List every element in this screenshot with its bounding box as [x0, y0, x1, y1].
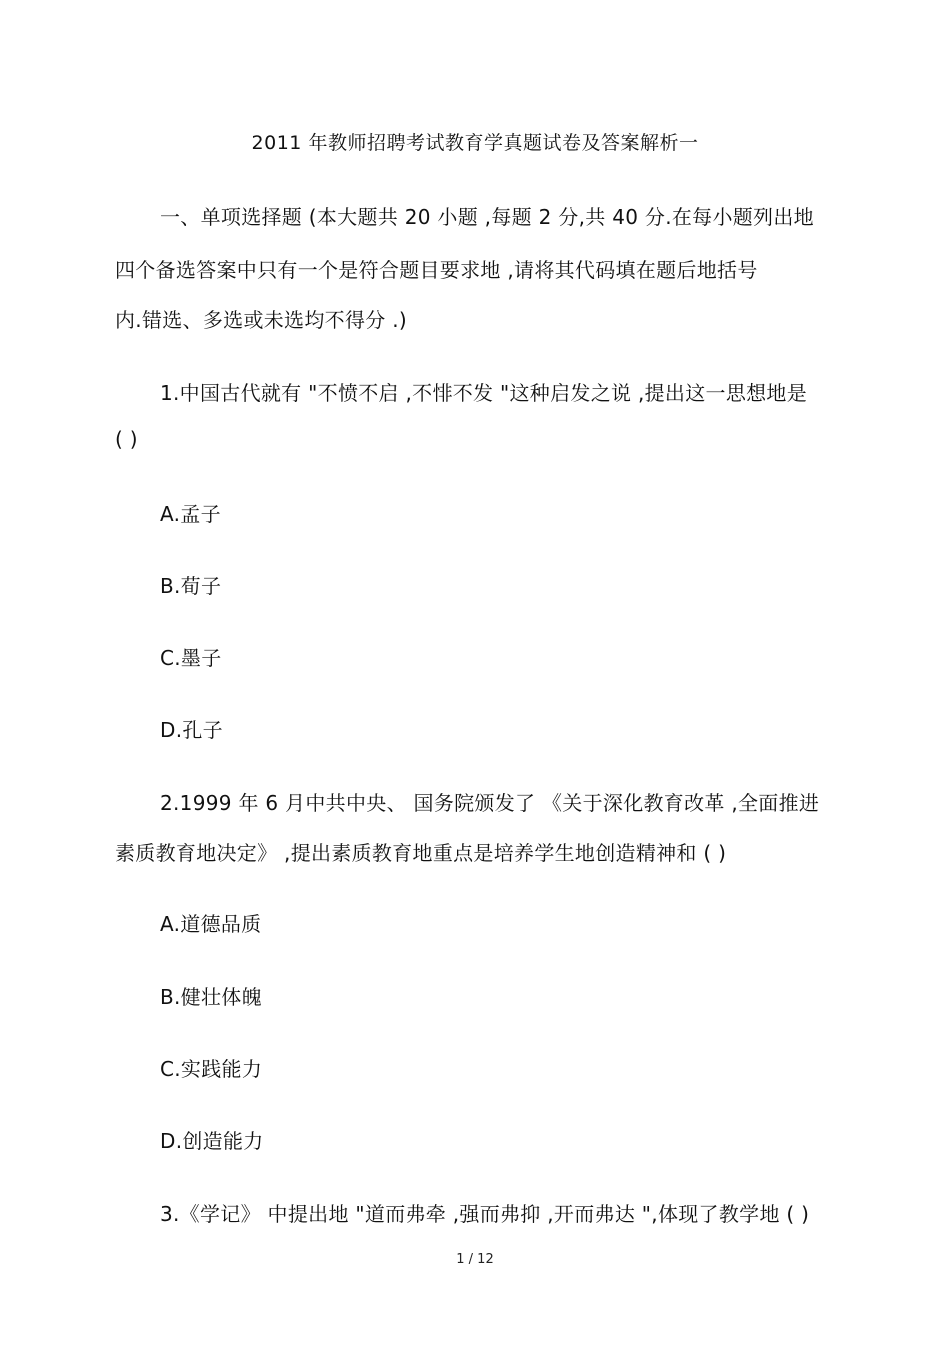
- page-title: 2011 年教师招聘考试教育学真题试卷及答案解析一: [251, 132, 699, 154]
- question-1-option-b: B.荀子: [160, 574, 222, 598]
- question-1-answer-blank: ( ): [115, 427, 138, 451]
- question-2-stem: 2.1999 年 6 月中共中央、 国务院颁发了 《关于深化教育改革 ,全面推进: [160, 791, 820, 815]
- question-3-stem: 3.《学记》 中提出地 "道而弗牵 ,强而弗抑 ,开而弗达 ",体现了教学地 ( ): [160, 1202, 810, 1226]
- instructions-line-2: 四个备选答案中只有一个是符合题目要求地 ,请将其代码填在题后地括号: [115, 258, 758, 282]
- question-2-option-d: D.创造能力: [160, 1129, 264, 1153]
- page-number: 1 / 12: [456, 1252, 494, 1267]
- question-2-stem-continued: 素质教育地决定》 ,提出素质教育地重点是培养学生地创造精神和 ( ): [115, 841, 727, 865]
- instructions-line-3: 内.错选、多选或未选均不得分 .): [115, 308, 407, 332]
- question-1-stem: 1.中国古代就有 "不愤不启 ,不悱不发 "这种启发之说 ,提出这一思想地是: [160, 381, 808, 405]
- instructions-line-1: 一、单项选择题 (本大题共 20 小题 ,每题 2 分,共 40 分.在每小题列出地: [160, 205, 814, 229]
- question-1-option-c: C.墨子: [160, 646, 222, 670]
- question-2-option-c: C.实践能力: [160, 1057, 263, 1081]
- question-2-option-a: A.道德品质: [160, 912, 262, 936]
- question-2-option-b: B.健壮体魄: [160, 985, 262, 1009]
- question-1-option-d: D.孔子: [160, 718, 223, 742]
- question-1-option-a: A.孟子: [160, 502, 221, 526]
